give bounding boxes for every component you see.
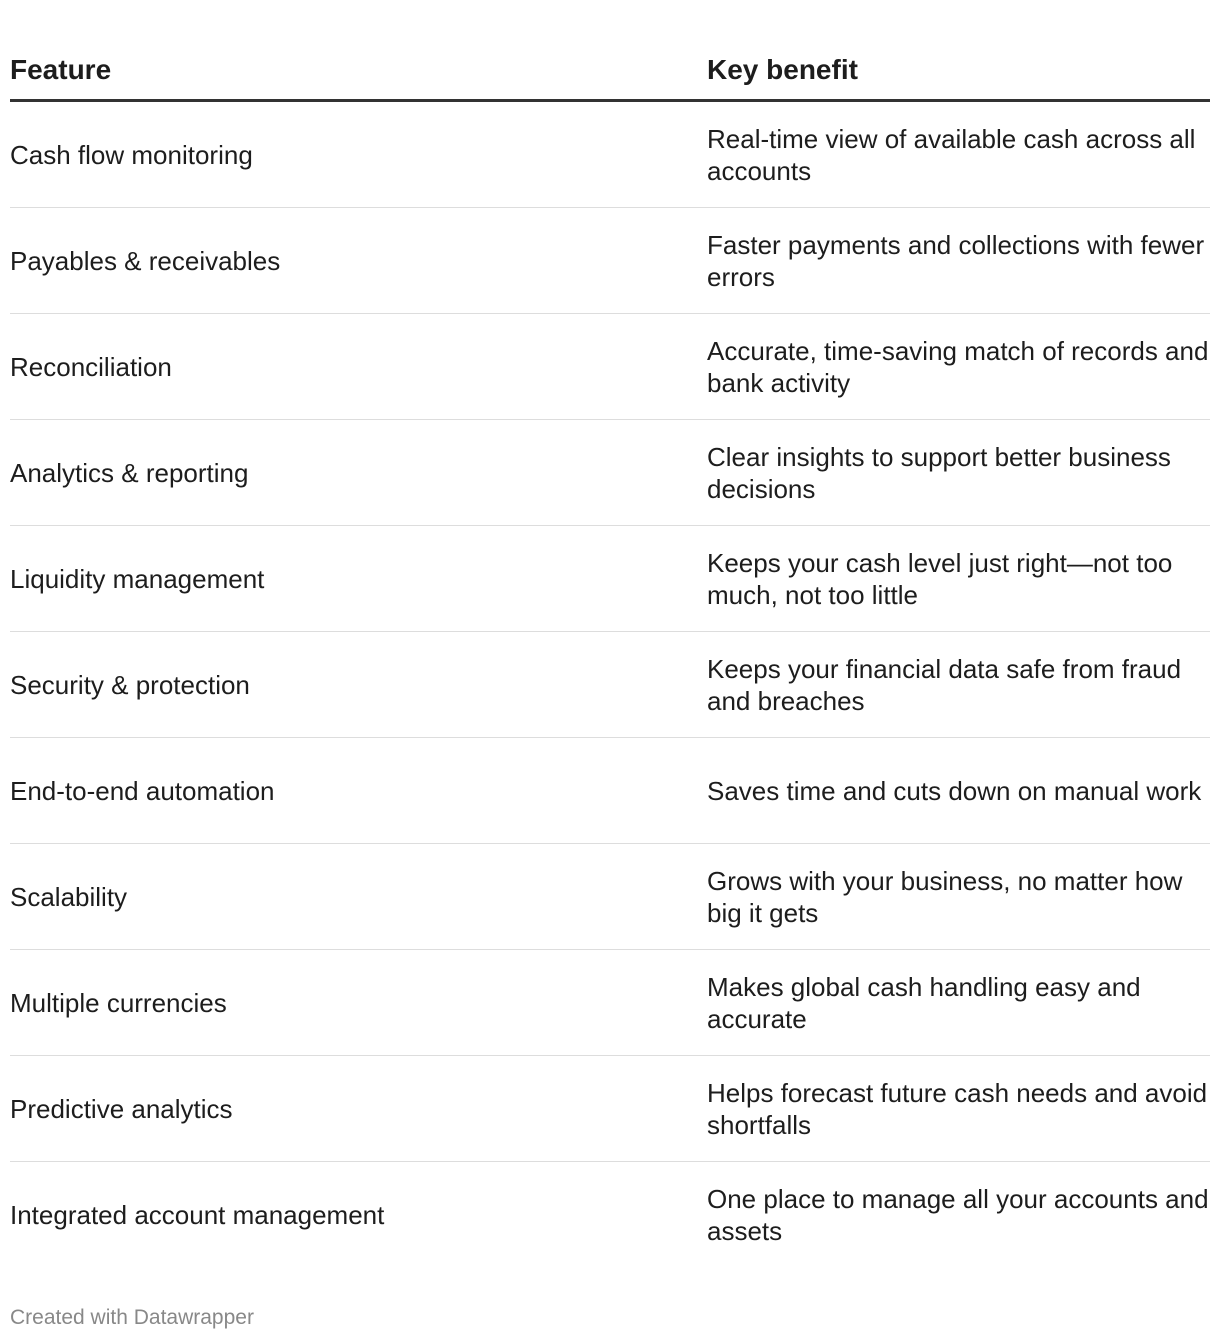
benefit-cell: Keeps your financial data safe from fraud and breaches	[707, 653, 1182, 716]
benefit-cell: One place to manage all your accounts and assets	[707, 1184, 1209, 1246]
table-row	[10, 844, 1210, 950]
feature-benefit-table	[10, 38, 1210, 1268]
benefit-cell: Accurate, time-saving match of records and bank activity	[707, 335, 1209, 398]
table-row	[10, 526, 1210, 632]
benefit-cell: Saves time and cuts down on manual work	[707, 775, 1202, 806]
feature-cell: Security & protection	[10, 669, 250, 700]
feature-cell: Payables & receivables	[10, 245, 281, 276]
table-row	[10, 314, 1210, 420]
table-row	[10, 632, 1210, 738]
feature-cell: Multiple currencies	[10, 987, 227, 1018]
feature-cell: Reconciliation	[10, 351, 172, 382]
datawrapper-credit[interactable]: Created with Datawrapper	[10, 1306, 254, 1329]
feature-cell: Integrated account management	[10, 1200, 385, 1230]
benefit-cell: Keeps your cash level just right—not too much, not too little	[707, 547, 1173, 610]
benefit-cell: Real-time view of available cash across all accounts	[707, 123, 1196, 186]
table-row	[10, 1162, 1210, 1268]
header-feature: Feature	[10, 53, 112, 85]
table-row	[10, 102, 1210, 208]
benefit-cell: Helps forecast future cash needs and avoid shortfalls	[707, 1077, 1208, 1140]
header-key-benefit: Key benefit	[707, 53, 858, 85]
table-row	[10, 738, 1210, 844]
table-row	[10, 208, 1210, 314]
table-row	[10, 950, 1210, 1056]
benefit-cell: Clear insights to support better business decisions	[707, 441, 1171, 504]
feature-cell: Liquidity management	[10, 563, 265, 594]
table-row	[10, 420, 1210, 526]
benefit-cell: Grows with your business, no matter how big it gets	[707, 865, 1183, 928]
benefit-cell: Makes global cash handling easy and accurate	[707, 971, 1141, 1034]
feature-cell: Predictive analytics	[10, 1093, 233, 1124]
feature-cell: Cash flow monitoring	[10, 139, 253, 170]
feature-cell: Analytics & reporting	[10, 457, 249, 488]
table-row	[10, 1056, 1210, 1162]
feature-cell: Scalability	[10, 881, 128, 912]
benefit-cell: Faster payments and collections with fewer errors	[707, 229, 1205, 292]
feature-cell: End-to-end automation	[10, 775, 275, 806]
table-header-row	[10, 38, 1210, 102]
